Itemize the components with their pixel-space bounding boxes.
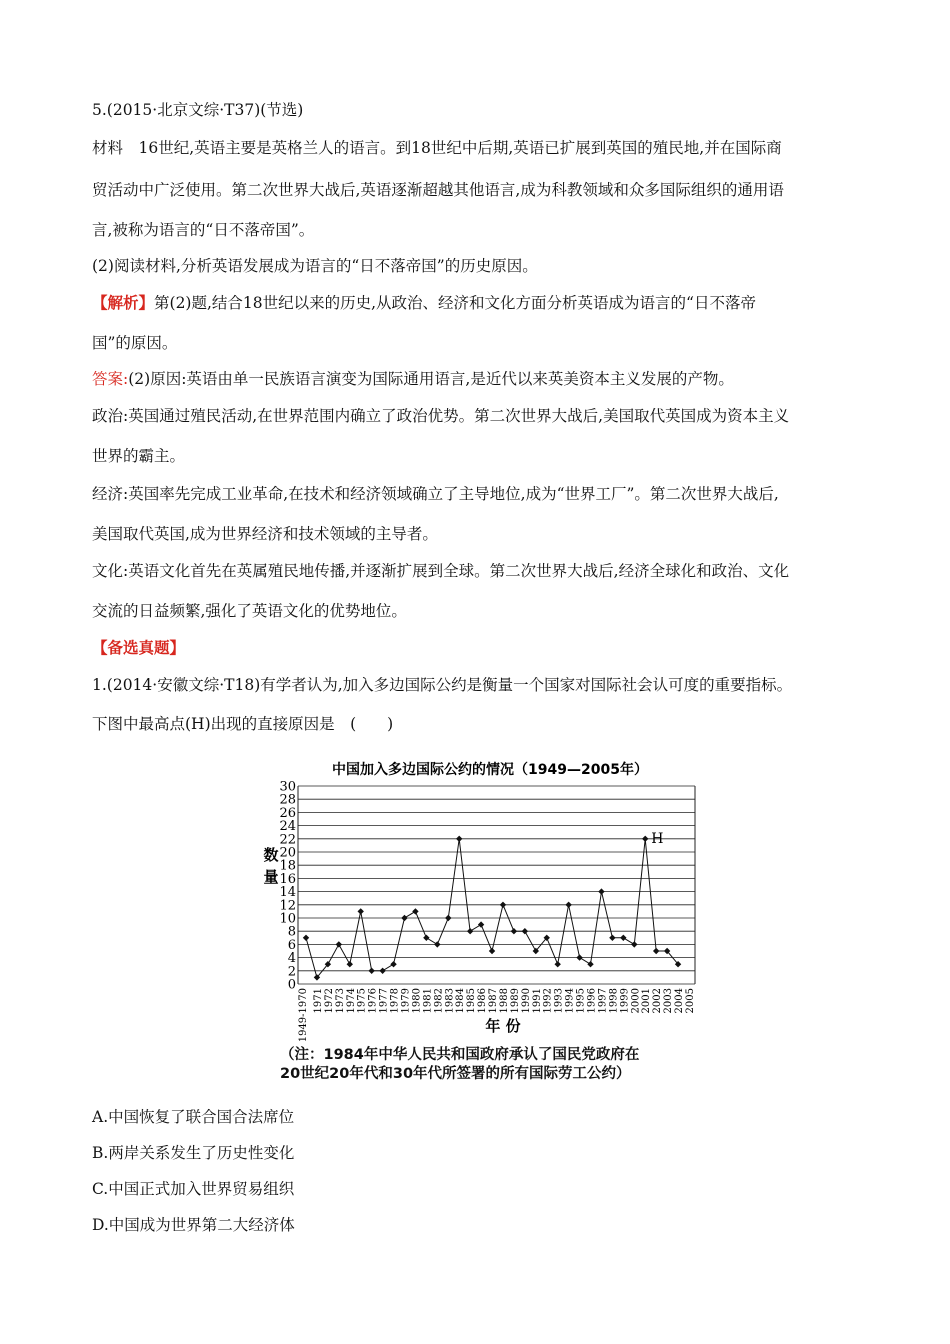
answer-text: (2)原因:英语由单一民族语言演变为国际通用语言,是近代以来英美资本主义发展的产物。 xyxy=(128,370,734,388)
option-c: C.中国正式加入世界贸易组织 xyxy=(92,1180,295,1198)
y-tick-label: 20 xyxy=(279,845,296,861)
analysis-line-2: 国”的原因。 xyxy=(92,334,178,352)
x-tick-label: 1990 xyxy=(520,988,532,1014)
data-point-1990 xyxy=(522,928,528,934)
chart-title: 中国加入多边国际公约的情况（1949—2005年） xyxy=(332,762,648,778)
x-tick-label: 1994 xyxy=(564,988,576,1014)
data-point-1973 xyxy=(336,941,342,947)
culture-line-2: 交流的日益频繁,强化了英语文化的优势地位。 xyxy=(92,602,407,620)
x-tick-label: 1987 xyxy=(488,988,500,1014)
y-tick-label: 10 xyxy=(279,911,296,927)
x-tick-label: 2002 xyxy=(652,988,664,1014)
analysis-line-1 xyxy=(92,293,756,313)
q1-line-2: 下图中最高点(H)出现的直接原因是 ( ) xyxy=(92,715,394,733)
x-tick-label: 1971 xyxy=(312,988,324,1014)
x-tick-label: 2003 xyxy=(663,988,675,1014)
option-a: A.中国恢复了联合国合法席位 xyxy=(92,1108,295,1126)
data-point-1980 xyxy=(412,908,418,914)
material-line-3: 言,被称为语言的“日不落帝国”。 xyxy=(92,221,315,239)
x-tick-label: 1983 xyxy=(444,988,456,1014)
data-point-1982 xyxy=(434,941,440,947)
economy-line-1: 经济:英国率先完成工业革命,在技术和经济领域确立了主导地位,成为“世界工厂”。第二次世界大战后, xyxy=(92,485,779,503)
y-tick-label: 24 xyxy=(279,819,296,835)
chart-note-line-1: （注：1984年中华人民共和国政府承认了国民党政府在 xyxy=(280,1047,640,1063)
data-point-1977 xyxy=(379,968,385,974)
x-tick-label: 1975 xyxy=(356,988,368,1014)
y-tick-label: 6 xyxy=(287,937,296,953)
data-point-1983 xyxy=(445,915,451,921)
x-tick-label: 1974 xyxy=(345,988,357,1014)
y-axis-label: 量 xyxy=(263,868,279,886)
answer-line xyxy=(92,369,734,389)
q5-header: 5.(2015·北京文综·T37)(节选) xyxy=(92,101,304,119)
data-point-1995 xyxy=(576,954,582,960)
section-title: 【备选真题】 xyxy=(92,638,186,657)
data-point-1994 xyxy=(565,902,571,908)
x-tick-label: 1949-1970 xyxy=(298,988,309,1043)
politics-line-1: 政治:英国通过殖民活动,在世界范围内确立了政治优势。第二次世界大战后,美国取代英国成为资本主义 xyxy=(92,407,790,425)
y-tick-label: 30 xyxy=(279,779,296,795)
x-tick-label: 2005 xyxy=(685,988,696,1014)
y-tick-label: 16 xyxy=(279,871,296,887)
data-point-1981 xyxy=(423,935,429,941)
data-point-1988 xyxy=(500,902,506,908)
politics-line-2: 世界的霸主。 xyxy=(92,447,186,465)
data-point-1978 xyxy=(390,961,396,967)
x-tick-label: 1985 xyxy=(466,988,478,1014)
x-tick-label: 2001 xyxy=(641,988,653,1014)
data-point-1985 xyxy=(467,928,473,934)
y-tick-label: 26 xyxy=(279,805,296,821)
data-point-2000 xyxy=(631,941,637,947)
x-tick-label: 1982 xyxy=(433,988,445,1014)
data-point-1996 xyxy=(587,961,593,967)
y-tick-label: 0 xyxy=(287,977,296,993)
x-tick-label: 1980 xyxy=(411,988,423,1014)
x-tick-label: 1989 xyxy=(509,988,521,1014)
data-point-2001 xyxy=(642,836,648,842)
data-point-1974 xyxy=(347,961,353,967)
x-tick-label: 1999 xyxy=(619,988,631,1014)
analysis-tag: 【解析】 xyxy=(92,293,155,312)
x-tick-label: 1973 xyxy=(334,988,346,1014)
data-point-2002 xyxy=(653,948,659,954)
chart-svg xyxy=(255,758,715,1088)
answer-tag: 答案: xyxy=(92,370,129,388)
data-point-1989 xyxy=(511,928,517,934)
y-tick-label: 8 xyxy=(287,924,296,940)
x-tick-label: 1991 xyxy=(531,988,543,1014)
data-point-1949-1970 xyxy=(303,935,309,941)
data-point-1997 xyxy=(598,888,604,894)
x-tick-label: 1992 xyxy=(542,988,554,1014)
data-point-1986 xyxy=(478,921,484,927)
x-tick-label: 1997 xyxy=(597,988,609,1014)
x-tick-label: 1984 xyxy=(455,988,467,1014)
y-tick-label: 12 xyxy=(279,898,296,914)
data-point-1993 xyxy=(554,961,560,967)
data-point-1984 xyxy=(456,836,462,842)
x-tick-label: 1988 xyxy=(498,988,510,1014)
x-axis-label: 年 份 xyxy=(485,1017,521,1035)
q5-question: (2)阅读材料,分析英语发展成为语言的“日不落帝国”的历史原因。 xyxy=(92,257,538,275)
option-b: B.两岸关系发生了历史性变化 xyxy=(92,1144,295,1162)
material-line-1: 材料 16世纪,英语主要是英格兰人的语言。到18世纪中后期,英语已扩展到英国的殖民地,并在国际商 xyxy=(92,139,782,157)
annotation-h: H xyxy=(651,830,664,847)
x-tick-label: 1986 xyxy=(477,988,489,1014)
data-point-1998 xyxy=(609,935,615,941)
y-tick-label: 22 xyxy=(279,832,296,848)
option-d: D.中国成为世界第二大经济体 xyxy=(92,1216,295,1234)
culture-line-1: 文化:英语文化首先在英属殖民地传播,并逐渐扩展到全球。第二次世界大战后,经济全球化和政治、文化 xyxy=(92,562,790,580)
x-tick-label: 1972 xyxy=(323,988,335,1014)
x-tick-label: 1979 xyxy=(400,988,412,1014)
y-tick-label: 2 xyxy=(287,964,296,980)
data-point-1987 xyxy=(489,948,495,954)
y-tick-label: 4 xyxy=(287,951,296,967)
x-tick-label: 2004 xyxy=(674,988,686,1014)
y-tick-label: 14 xyxy=(279,885,296,901)
material-line-2: 贸活动中广泛使用。第二次世界大战后,英语逐渐超越其他语言,成为科教领域和众多国际组织的通用语 xyxy=(92,181,784,199)
x-tick-label: 1976 xyxy=(367,988,379,1014)
economy-line-2: 美国取代英国,成为世界经济和技术领域的主导者。 xyxy=(92,525,438,543)
y-tick-label: 28 xyxy=(279,792,296,808)
y-tick-label: 18 xyxy=(279,858,296,874)
x-tick-label: 1981 xyxy=(422,988,434,1014)
series-line xyxy=(306,839,678,978)
q1-line-1: 1.(2014·安徽文综·T18)有学者认为,加入多边国际公约是衡量一个国家对国际社会认可度的重要指标。 xyxy=(92,676,793,694)
x-tick-label: 1977 xyxy=(378,988,390,1014)
x-tick-label: 2000 xyxy=(630,988,642,1014)
data-point-1999 xyxy=(620,935,626,941)
x-tick-label: 1996 xyxy=(586,988,598,1014)
x-tick-label: 1978 xyxy=(389,988,401,1014)
data-point-1975 xyxy=(358,908,364,914)
analysis-text: 第(2)题,结合18世纪以来的历史,从政治、经济和文化方面分析英语成为语言的“日不落帝 xyxy=(154,294,756,312)
chart xyxy=(255,758,715,1088)
x-tick-label: 1993 xyxy=(553,988,565,1014)
x-tick-label: 1998 xyxy=(608,988,620,1014)
data-point-1979 xyxy=(401,915,407,921)
chart-note-line-2: 20世纪20年代和30年代所签署的所有国际劳工公约） xyxy=(280,1066,631,1082)
x-tick-label: 1995 xyxy=(575,988,587,1014)
y-axis-label: 数 xyxy=(263,846,279,864)
data-point-1976 xyxy=(368,968,374,974)
